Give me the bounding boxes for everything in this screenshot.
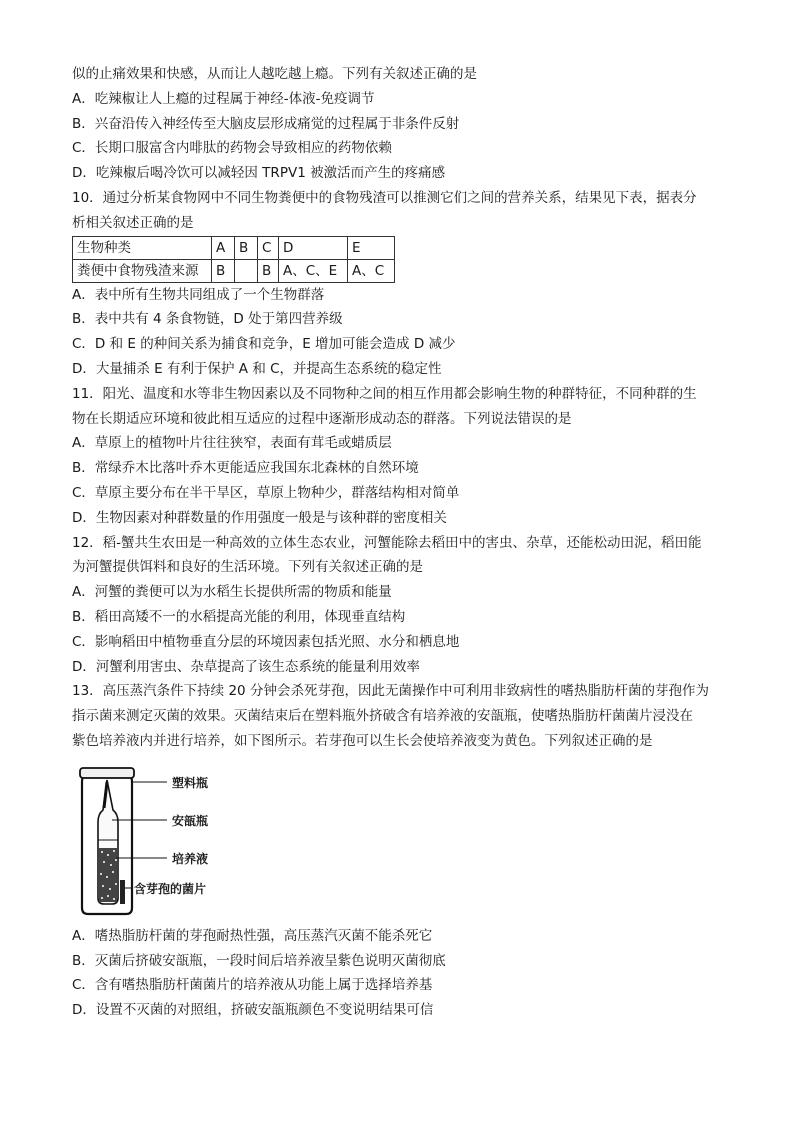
q10-option-a: A．表中所有生物共同组成了一个生物群落 <box>72 286 325 303</box>
q13-option-b: B．灭菌后挤破安瓿瓶，一段时间后培养液呈紫色说明灭菌彻底 <box>72 952 446 969</box>
q11-stem-line2: 物在长期适应环境和彼此相互适应的过程中逐渐形成动态的群落。下列说法错误的是 <box>72 410 572 427</box>
table-cell: A <box>212 236 235 259</box>
q10-option-b: B．表中共有 4 条食物链，D 处于第四营养级 <box>72 311 343 328</box>
q11-option-c: C．草原主要分布在半干旱区，草原上物种少，群落结构相对简单 <box>72 484 460 501</box>
label-plastic-bottle: 塑料瓶 <box>172 775 209 790</box>
q9-option-d: D．吃辣椒后喝冷饮可以减轻因 TRPV1 被激活而产生的疼痛感 <box>72 165 446 182</box>
table-cell: 生物种类 <box>73 236 212 259</box>
q11-stem-line1: 11．阳光、温度和水等非生物因素以及不同物种之间的相互作用都会影响生物的种群特征，不同种群的生 <box>72 385 697 402</box>
exam-page <box>72 62 727 1023</box>
label-culture-medium: 培养液 <box>172 851 209 866</box>
label-spore-strip: 含芽孢的菌片 <box>134 881 207 896</box>
q12-option-a: A．河蟹的粪便可以为水稻生长提供所需的物质和能量 <box>72 584 392 601</box>
table-row <box>73 236 395 259</box>
table-cell: E <box>348 236 395 259</box>
q11-option-a: A．草原上的植物叶片往往狭窄，表面有茸毛或蜡质层 <box>72 435 392 452</box>
table-cell: B <box>212 259 235 282</box>
q12-option-b: B．稻田高矮不一的水稻提高光能的利用，体现垂直结构 <box>72 608 406 625</box>
table-cell: 粪便中食物残渣来源 <box>73 259 212 282</box>
table-cell: B <box>235 236 258 259</box>
q10-option-c: C．D 和 E 的种间关系为捕食和竞争，E 增加可能会造成 D 减少 <box>72 336 456 353</box>
q10-stem-line2: 析相关叙述正确的是 <box>72 214 194 231</box>
table-cell: D <box>279 236 348 259</box>
q12-option-c: C．影响稻田中植物垂直分层的环境因素包括光照、水分和栖息地 <box>72 633 460 650</box>
q9-option-b: B．兴奋沿传入神经传至大脑皮层形成痛觉的过程属于非条件反射 <box>72 115 460 132</box>
table-cell: B <box>258 259 279 282</box>
table-row <box>73 259 395 282</box>
table-cell: A、C <box>348 259 395 282</box>
table-cell: C <box>258 236 279 259</box>
q13-stem-line1: 13．高压蒸汽条件下持续 20 分钟会杀死芽孢，因此无菌操作中可利用非致病性的嗜热脂肪杆菌的芽孢作为 <box>72 683 709 700</box>
label-ampoule: 安瓿瓶 <box>172 813 209 828</box>
q12-option-d: D．河蟹利用害虫、杂草提高了该生态系统的能量利用效率 <box>72 658 420 675</box>
q11-option-b: B．常绿乔木比落叶乔木更能适应我国东北森林的自然环境 <box>72 460 419 477</box>
q13-option-a: A．嗜热脂肪杆菌的芽孢耐热性强，高压蒸汽灭菌不能杀死它 <box>72 927 433 944</box>
q13-stem-line3: 紫色培养液内并进行培养，如下图所示。若芽孢可以生长会使培养液变为黄色。下列叙述正确的是 <box>72 732 653 749</box>
q12-stem-line1: 12．稻-蟹共生农田是一种高效的立体生态农业，河蟹能除去稻田中的害虫、杂草，还能松动田泥，稻田能 <box>72 534 702 551</box>
q10-option-d: D．大量捕杀 E 有利于保护 A 和 C，并提高生态系统的稳定性 <box>72 360 442 377</box>
q9-option-c: C．长期口服富含内啡肽的药物会导致相应的药物依赖 <box>72 140 392 157</box>
q13-option-d: D．设置不灭菌的对照组，挤破安瓿瓶颜色不变说明结果可信 <box>72 1002 434 1019</box>
q13-ampoule-figure <box>72 760 727 920</box>
q13-option-c: C．含有嗜热脂肪杆菌菌片的培养液从功能上属于选择培养基 <box>72 977 433 994</box>
table-cell <box>235 259 258 282</box>
q11-option-d: D．生物因素对种群数量的作用强度一般是与该种群的密度相关 <box>72 509 447 526</box>
q9-option-a: A．吃辣椒让人上瘾的过程属于神经-体液-免疫调节 <box>72 90 375 107</box>
table-cell: A、C、E <box>279 259 348 282</box>
q12-stem-line2: 为河蟹提供饵料和良好的生活环境。下列有关叙述正确的是 <box>72 559 423 576</box>
q9-stem-continued: 似的止痛效果和快感，从而让人越吃越上瘾。下列有关叙述正确的是 <box>72 66 477 82</box>
q10-stem-line1: 10．通过分析某食物网中不同生物粪便中的食物残渣可以推测它们之间的营养关系，结果见下表，据表分 <box>72 189 697 206</box>
q10-table <box>72 236 395 283</box>
q13-stem-line2: 指示菌来测定灭菌的效果。灭菌结束后在塑料瓶外挤破含有培养液的安瓿瓶，使嗜热脂肪杆菌菌片浸没在 <box>72 708 693 725</box>
